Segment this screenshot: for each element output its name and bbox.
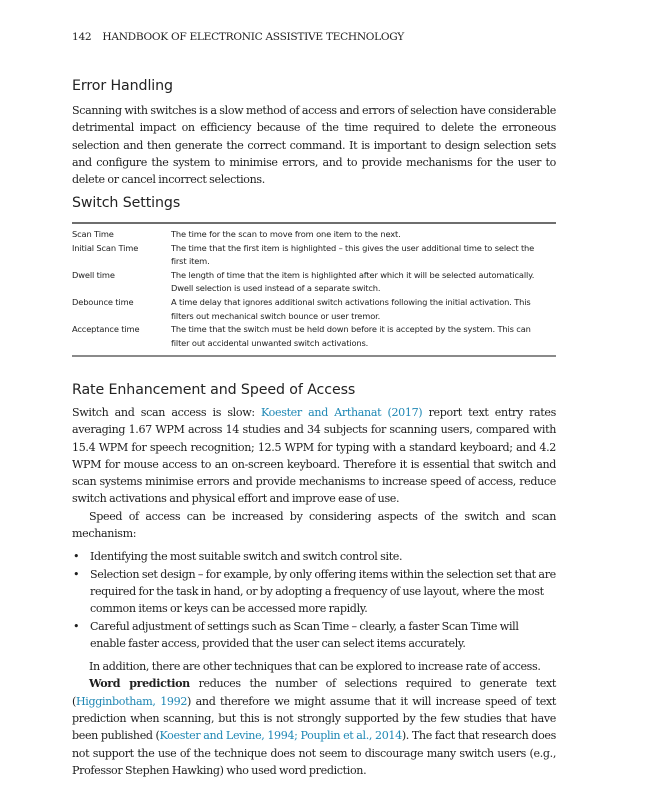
text-run: ). The fact that research does not support the use of the technique does not seem to discourage many switch users (e.g., Professor Stephen Hawking) who used word prediction. bbox=[72, 729, 556, 777]
setting-description: The length of time that the item is highlighted after which it will be selected automatically. Dwell selection is used instead of a separate switch. bbox=[171, 269, 535, 294]
text-run: Switch and scan access is slow: bbox=[72, 406, 262, 419]
bullet-icon: • bbox=[73, 567, 80, 581]
setting-term: Acceptance time bbox=[72, 324, 140, 335]
table-row bbox=[72, 269, 556, 296]
list-item-text: Selection set design – for example, by only offering items within the selection set that are required for the task in hand, or by adopting a frequency of use layout, where the most common items or keys can be accessed more rapidly. bbox=[90, 567, 556, 616]
bullet-icon: • bbox=[73, 550, 80, 564]
error-handling-paragraph: Scanning with switches is a slow method of access and errors of selection have considerable detrimental impact on efficiency because of the time required to delete the erroneous selection and then generate the correct command. It is important to design selection sets and configure the system to minimise errors, and to provide mechanisms for the user to delete or cancel incorrect selections. bbox=[72, 104, 556, 187]
text-run: report text entry rates averaging 1.67 WPM across 14 studies and 34 subjects for scanning users, compared with 15.4 WPM for speech recognition; 12.5 WPM for typing with a standard keyboard; and 4.2 WPM for mouse access to an on-screen keyboard. Therefore it is essential that switch and scan systems minimise errors and provide mechanisms to increase speed of access, reduce switch activations and physical effort and improve ease of use. bbox=[72, 406, 556, 506]
setting-term: Scan Time bbox=[72, 229, 114, 239]
switch-settings-table bbox=[72, 222, 556, 357]
heading-rate-enhancement: Rate Enhancement and Speed of Access bbox=[72, 382, 356, 398]
rate-paragraph-3: In addition, there are other techniques that can be explored to increase rate of access. bbox=[89, 660, 541, 674]
setting-description: The time that the switch must be held down before it is accepted by the system. This can filter out accidental unwanted switch activations. bbox=[171, 324, 531, 348]
table-row bbox=[72, 296, 556, 323]
text-run: ) and therefore we might assume that it will increase speed of text prediction when scanning, but this is not strongly supported by the few studies that have been published ( bbox=[72, 694, 557, 743]
table-row bbox=[72, 228, 556, 242]
rate-paragraph-2: Speed of access can be increased by considering aspects of the switch and scan mechanism: bbox=[72, 509, 556, 541]
setting-description: A time delay that ignores additional switch activations following the initial activation. This filters out mechanical switch bounce or user tremor. bbox=[171, 296, 531, 321]
bullet-icon: • bbox=[73, 619, 80, 633]
list-item bbox=[72, 618, 556, 653]
book-title: HANDBOOK OF ELECTRONIC ASSISTIVE TECHNOLOGY bbox=[102, 31, 404, 43]
word-prediction-paragraph bbox=[72, 675, 556, 779]
speed-factors-list bbox=[72, 548, 556, 652]
page-number: 142 bbox=[72, 31, 92, 43]
setting-term: Initial Scan Time bbox=[72, 242, 139, 253]
table-row bbox=[72, 242, 556, 269]
citation-link-koester-arthanat[interactable]: Koester and Arthanat (2017) bbox=[261, 406, 423, 419]
list-item-text: Identifying the most suitable switch and switch control site. bbox=[90, 550, 403, 564]
rate-enhancement-body bbox=[72, 404, 556, 779]
citation-link-higginbotham[interactable]: Higginbotham, 1992 bbox=[75, 694, 188, 708]
list-item bbox=[72, 548, 556, 565]
list-item bbox=[72, 566, 556, 618]
list-item-text: Careful adjustment of settings such as Scan Time – clearly, a faster Scan Time will enable faster access, provided that the user can select items accurately. bbox=[90, 619, 519, 650]
setting-description: The time that the first item is highlighted – this gives the user additional time to select the first item. bbox=[171, 242, 535, 267]
citation-link-koester-levine-pouplin[interactable]: Koester and Levine, 1994; Pouplin et al., 2014 bbox=[159, 729, 402, 743]
rate-paragraph-1 bbox=[72, 404, 556, 508]
text-run: reduces the number of selections required to generate text ( bbox=[72, 677, 556, 708]
table-row bbox=[72, 323, 556, 350]
heading-error-handling: Error Handling bbox=[72, 78, 173, 94]
setting-description: The time for the scan to move from one item to the next. bbox=[171, 229, 401, 239]
running-head bbox=[72, 31, 404, 43]
term-word-prediction: Word prediction bbox=[89, 677, 190, 691]
setting-term: Debounce time bbox=[72, 296, 134, 307]
heading-switch-settings: Switch Settings bbox=[72, 195, 181, 211]
setting-term: Dwell time bbox=[72, 269, 115, 280]
